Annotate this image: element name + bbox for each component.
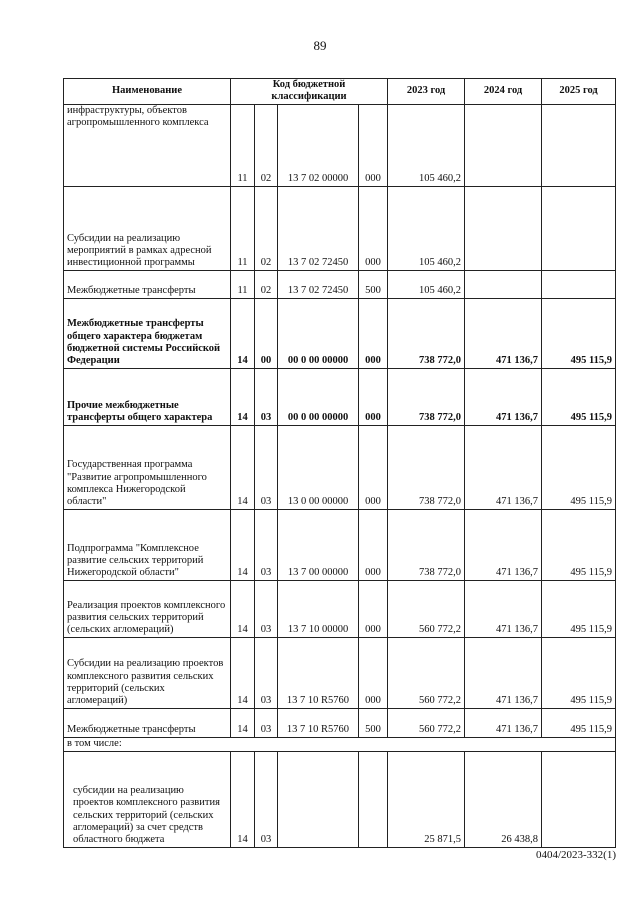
row-name: Межбюджетные трансферты [64,270,231,298]
row-2025: 495 115,9 [542,298,616,368]
row-rz: 11 [231,270,255,298]
row-name: Субсидии на реализацию мероприятий в рамках адресной инвестиционной программы [64,186,231,270]
row-pr: 03 [255,751,278,847]
row-rz: 14 [231,425,255,509]
row-name: Подпрограмма "Комплексное развитие сельских территорий Нижегородской области" [64,509,231,580]
row-pr: 03 [255,708,278,737]
row-pr: 03 [255,580,278,637]
row-2025: 495 115,9 [542,368,616,425]
table-row [64,298,616,368]
row-rz: 14 [231,708,255,737]
page-number: 89 [313,38,327,53]
row-pr: 03 [255,509,278,580]
header-name: Наименование [64,79,231,105]
row-2024: 471 136,7 [465,637,542,708]
row-vr: 000 [359,425,388,509]
row-vr: 500 [359,270,388,298]
table-row [64,368,616,425]
row-name: Прочие межбюджетные трансферты общего характера [64,368,231,425]
row-2025: 495 115,9 [542,708,616,737]
table-row [64,104,616,186]
row-name [64,751,231,847]
row-2024 [465,186,542,270]
table-row [64,637,616,708]
row-2024: 471 136,7 [465,425,542,509]
row-2024: 471 136,7 [465,708,542,737]
row-2023: 560 772,2 [388,708,465,737]
header-2023: 2023 год [388,79,465,105]
row-name: Государственная программа "Развитие агропромышленного комплекса Нижегородской области" [64,425,231,509]
row-name: Межбюджетные трансферты [64,708,231,737]
row-name: Межбюджетные трансферты общего характера бюджетам бюджетной системы Российской Федерации [64,298,231,368]
header-code: Код бюджетной классификации [231,79,388,105]
row-2024: 26 438,8 [465,751,542,847]
row-2025: 495 115,9 [542,580,616,637]
table-row [64,737,616,751]
row-2025: 495 115,9 [542,509,616,580]
row-rz: 14 [231,580,255,637]
row-2023: 738 772,0 [388,298,465,368]
row-2024: 471 136,7 [465,580,542,637]
table-row [64,708,616,737]
budget-table [63,78,616,848]
table-row [64,186,616,270]
row-2023: 105 460,2 [388,186,465,270]
table-row [64,751,616,847]
row-rz: 14 [231,298,255,368]
row-rz: 14 [231,637,255,708]
row-vr: 000 [359,298,388,368]
row-rz: 11 [231,186,255,270]
row-rz: 14 [231,751,255,847]
row-2025 [542,751,616,847]
row-2025 [542,186,616,270]
row-csr: 13 7 00 00000 [278,509,359,580]
row-csr: 13 7 10 R5760 [278,637,359,708]
row-2025 [542,104,616,186]
row-vr: 000 [359,368,388,425]
row-rz: 11 [231,104,255,186]
row-name: Реализация проектов комплексного развития сельских территорий (сельских агломераций) [64,580,231,637]
table-row [64,425,616,509]
row-csr: 00 0 00 00000 [278,298,359,368]
row-vr: 000 [359,186,388,270]
row-2025: 495 115,9 [542,637,616,708]
row-pr: 03 [255,368,278,425]
row-2023: 105 460,2 [388,270,465,298]
row-csr: 13 7 10 00000 [278,580,359,637]
header-row [64,79,616,105]
row-csr: 13 7 02 72450 [278,270,359,298]
row-2023: 738 772,0 [388,425,465,509]
row-csr: 13 7 10 R5760 [278,708,359,737]
row-csr: 13 0 00 00000 [278,425,359,509]
row-2024 [465,104,542,186]
row-2023: 738 772,0 [388,509,465,580]
row-2023: 105 460,2 [388,104,465,186]
row-pr: 02 [255,104,278,186]
row-csr: 13 7 02 00000 [278,104,359,186]
row-rz: 14 [231,509,255,580]
row-vr: 000 [359,509,388,580]
row-pr: 00 [255,298,278,368]
row-vr [359,751,388,847]
table-row [64,509,616,580]
row-vr: 000 [359,637,388,708]
document-code: 0404/2023-332(1) [535,849,616,861]
row-rz: 14 [231,368,255,425]
row-2024: 471 136,7 [465,368,542,425]
row-csr: 00 0 00 00000 [278,368,359,425]
row-pr: 03 [255,425,278,509]
row-2023: 560 772,2 [388,637,465,708]
row-2025 [542,270,616,298]
row-pr: 02 [255,186,278,270]
row-vr: 500 [359,708,388,737]
row-2025: 495 115,9 [542,425,616,509]
row-name-text: субсидии на реализацию проектов комплексного развития сельских территорий (сельских агломераций) за счет средств областного бюджета [73,784,220,846]
row-name: в том числе: [64,737,616,751]
row-vr: 000 [359,580,388,637]
row-2023: 738 772,0 [388,368,465,425]
row-2024: 471 136,7 [465,298,542,368]
header-2024: 2024 год [465,79,542,105]
row-csr: 13 7 02 72450 [278,186,359,270]
header-2025: 2025 год [542,79,616,105]
row-vr: 000 [359,104,388,186]
table-row [64,580,616,637]
row-name: Субсидии на реализацию проектов комплексного развития сельских территорий (сельских агломераций) [64,637,231,708]
row-name: инфраструктуры, объектов агропромышленного комплекса [64,104,231,186]
row-csr [278,751,359,847]
table-row [64,270,616,298]
row-pr: 03 [255,637,278,708]
row-2024 [465,270,542,298]
row-2023: 560 772,2 [388,580,465,637]
row-2023: 25 871,5 [388,751,465,847]
row-pr: 02 [255,270,278,298]
row-2024: 471 136,7 [465,509,542,580]
